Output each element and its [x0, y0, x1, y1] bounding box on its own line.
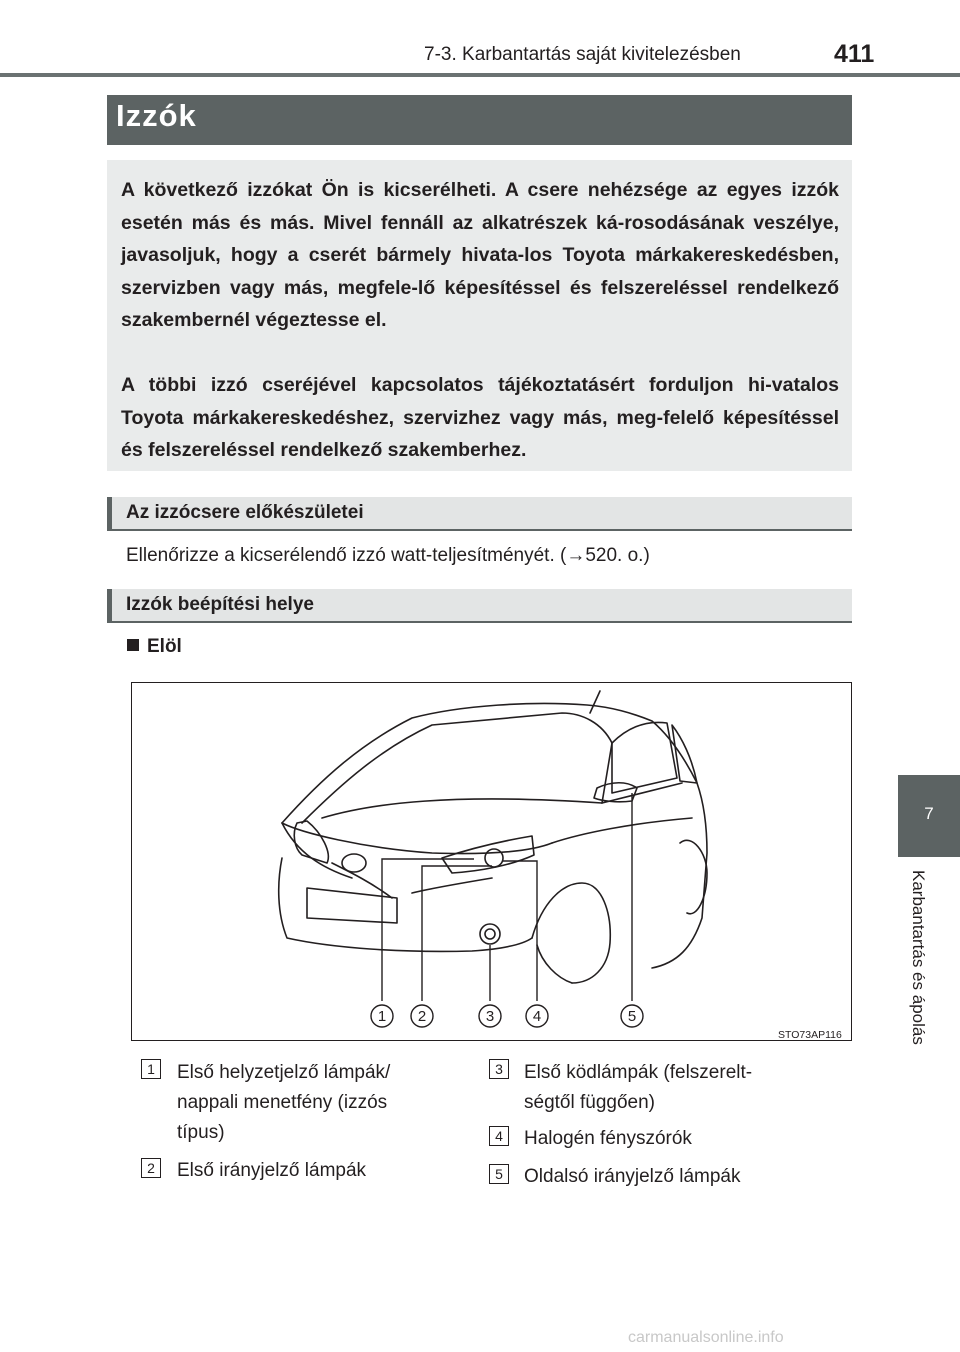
- chapter-number: 7: [924, 804, 934, 823]
- header-rule: [0, 73, 960, 77]
- section1-text: Ellenőrizze a kicserélendő izzó watt-teljesítményét. (→520. o.): [126, 545, 650, 566]
- intro-paragraph-1: A következő izzókat Ön is kicserélheti. A csere nehézsége az egyes izzók esetén más és más. Mivel fennáll az alkatrészek ká-rosodásának veszélye, javasoljuk, hogy a cserét bármely hivata-los Toyota márkakereskedésben, szervizben vagy más, megfele-lő képesítéssel és felszereléssel rendelkező szakembernél végeztesse el.: [121, 179, 839, 331]
- legend-item-2: Első irányjelző lámpák: [177, 1160, 367, 1181]
- legend-item-4: Halogén fényszórók: [524, 1128, 692, 1149]
- intro-paragraph-2: A többi izzó cseréjével kapcsolatos tájékoztatásért forduljon hi-vatalos Toyota márkakereskedéshez, szervizhez vagy más, meg-felelő képesítéssel és felszereléssel rendelkező szakemberhez.: [121, 374, 839, 461]
- bullet-front-label: Elöl: [147, 636, 182, 657]
- figure-callout-2: 2: [417, 1008, 427, 1025]
- legend-item-5: Oldalsó irányjelző lámpák: [524, 1166, 741, 1187]
- chapter-title: Karbantartás és ápolás: [909, 870, 928, 1045]
- title-bar: [107, 95, 852, 145]
- legend-item-1: [177, 1058, 390, 1148]
- bullet-square-icon: [127, 639, 139, 651]
- chapter-title-vertical: [908, 870, 948, 1080]
- figure-callout-1: 1: [377, 1008, 387, 1025]
- section-heading-1: Az izzócsere előkészületei: [126, 502, 364, 523]
- page-number: 411: [834, 40, 875, 68]
- intro-box: [107, 160, 852, 471]
- figure-callout-5: 5: [627, 1008, 637, 1025]
- legend-number-1: 1: [141, 1059, 161, 1079]
- legend-number-4: 4: [489, 1126, 509, 1146]
- legend-item-3: [524, 1058, 752, 1118]
- legend-item-1-line-3: típus): [177, 1122, 225, 1143]
- legend-number-5: 5: [489, 1164, 509, 1184]
- bullet-front: [127, 636, 182, 658]
- legend-item-3-line-2: ségtől függően): [524, 1092, 655, 1113]
- legend-item-1-line-1: Első helyzetjelző lámpák/: [177, 1062, 391, 1083]
- section-heading-2: Izzók beépítési helye: [126, 594, 314, 615]
- legend-number-2: 2: [141, 1158, 161, 1178]
- figure-callout-3: 3: [485, 1008, 495, 1025]
- header-section-title: 7-3. Karbantartás saját kivitelezésben: [424, 44, 741, 65]
- figure-code: STO73AP116: [778, 1029, 842, 1041]
- watermark: carmanualsonline.info: [628, 1329, 784, 1346]
- car-figure: [131, 682, 852, 1041]
- figure-callout-4: 4: [532, 1008, 542, 1025]
- car-illustration: [132, 683, 850, 1039]
- legend-item-3-line-1: Első ködlámpák (felszerelt-: [524, 1062, 753, 1083]
- page-title: Izzók: [116, 98, 197, 133]
- legend-number-3: 3: [489, 1059, 509, 1079]
- legend-item-1-line-2: nappali menetfény (izzós: [177, 1092, 388, 1113]
